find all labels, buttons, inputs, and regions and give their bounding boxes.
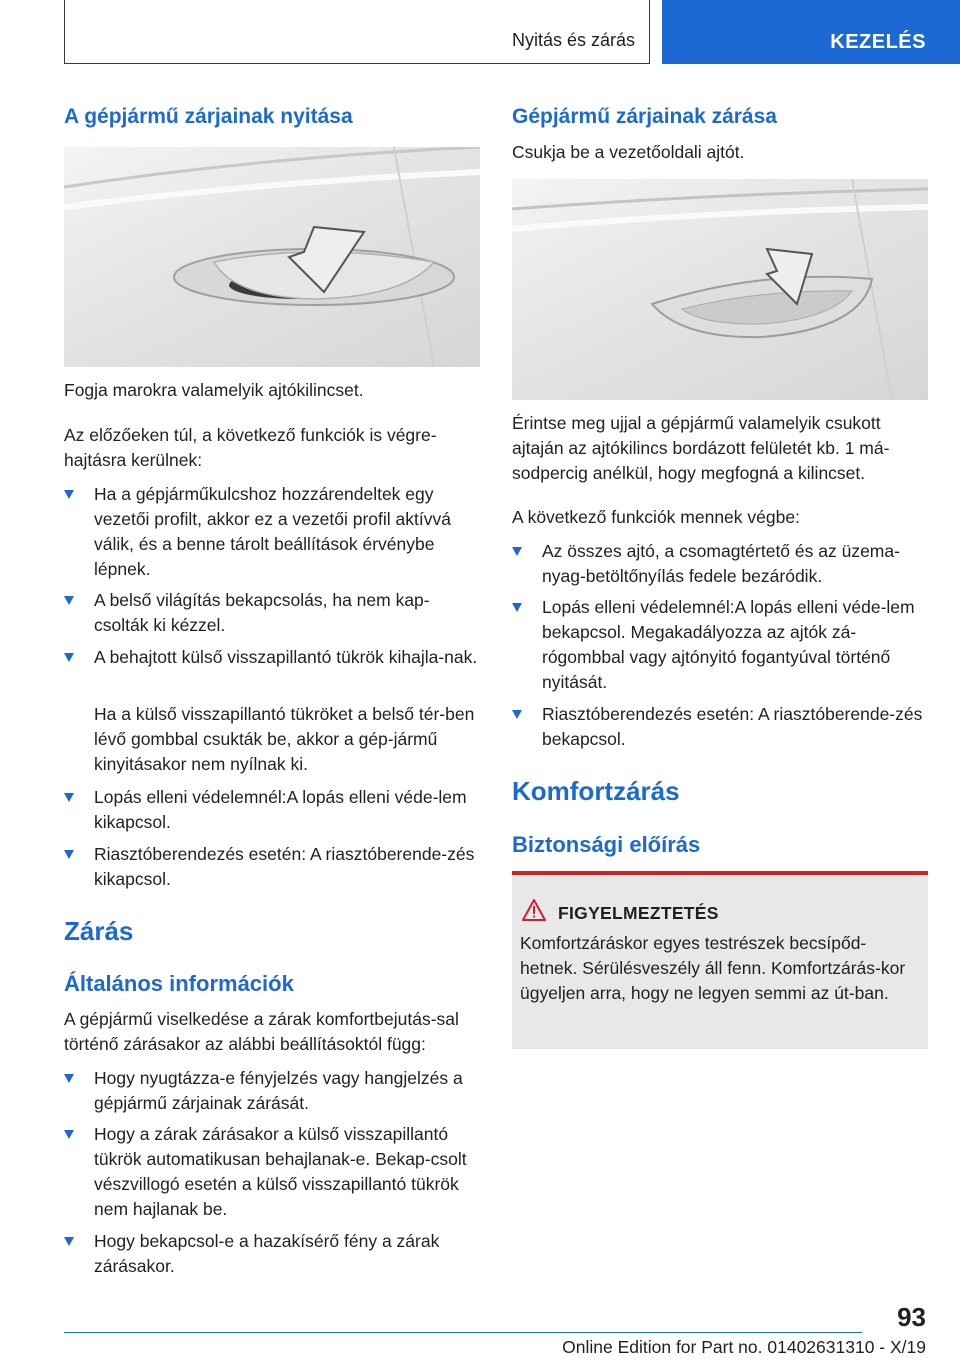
list-item: A behajtott külső visszapillantó tükrök kihajla-nak. [64,645,482,670]
list-item: Riasztóberendezés esetén: A riasztóberende-zés bekapcsol. [512,702,930,752]
section-title-opening: A gépjármű zárjainak nyitása [64,105,353,128]
list-item: Lopás elleni védelemnél:A lopás elleni véde-lem bekapcsol. Megakadályozza az ajtók zá-rógombbal vagy ajtónyitó fogantyúval történő nyitását. [512,595,930,695]
warning-text: Komfortzáráskor egyes testrészek becsípőd-hetnek. Sérülésveszély áll fenn. Komfortzárás-kor ügyeljen arra, hogy ne legyen semmi az út-ban. [520,933,906,1003]
bullet-triangle-icon [64,596,74,605]
header-chapter-tab [662,0,960,64]
bullet-triangle-icon [64,490,74,499]
heading-safety: Biztonsági előírás [512,832,701,857]
door-handle-closing-image [512,179,928,400]
heading-general-info: Általános információk [64,971,294,996]
warning-triangle-icon [522,899,546,921]
list-item: Lopás elleni védelemnél:A lopás elleni véde-lem kikapcsol. [64,785,482,835]
list-item: Az összes ajtó, a csomagtértető és az üzema-nyag-betöltőnyílás fedele bezáródik. [512,539,930,589]
header-section-box [64,0,650,64]
bullet-triangle-icon [512,547,522,556]
paragraph-behaviour: A gépjármű viselkedése a zárak komfortbejutás-sal történő zárásakor az alábbi beállításoktól függ: [64,1009,459,1054]
bullet-triangle-icon [64,1130,74,1139]
bullet-triangle-icon [64,1237,74,1246]
footer-edition: Online Edition for Part no. 01402631310 - X/19 [562,1337,926,1357]
list-item: A belső világítás bekapcsolás, ha nem kap-csolták ki kézzel. [64,588,482,638]
footer-divider [64,1332,862,1333]
paragraph-functions-closing: A következő funkciók mennek végbe: [512,507,800,527]
bullet-triangle-icon [512,710,522,719]
heading-zaras: Zárás [64,916,134,946]
bullet-triangle-icon [64,1074,74,1083]
bullet-triangle-icon [64,850,74,859]
page-number: 93 [897,1302,926,1332]
header-chapter-label: KEZELÉS [830,31,926,53]
paragraph-functions-intro: Az előzőeken túl, a következő funkciók is végre-hajtásra kerülnek: [64,425,437,470]
list-item: Riasztóberendezés esetén: A riasztóberende-zés kikapcsol. [64,842,482,892]
list-item: Hogy bekapcsol-e a hazakísérő fény a zárak zárásakor. [64,1229,482,1279]
warning-heading: FIGYELMEZTETÉS [558,903,719,923]
header-section-title: Nyitás és zárás [511,30,635,50]
paragraph-grip-handle: Fogja marokra valamelyik ajtókilincset. [64,380,364,400]
paragraph-close-door: Csukja be a vezetőoldali ajtót. [512,142,745,162]
list-item: Hogy nyugtázza-e fényjelzés vagy hangjelzés a gépjármű zárjainak zárását. [64,1066,482,1116]
heading-komfortzaras: Komfortzárás [512,776,680,806]
bullet-triangle-icon [64,653,74,662]
door-handle-opening-image [64,147,480,367]
list-item-continuation: Ha a külső visszapillantó tükröket a belső tér-ben lévő gombbal csukták be, akkor a gép-jármű kinyitásakor nem nyílnak ki. [94,704,475,774]
section-title-closing: Gépjármű zárjainak zárása [512,105,777,128]
paragraph-touch-handle: Érintse meg ujjal a gépjármű valamelyik csukott ajtaján az ajtókilincs bordázott felületét kb. 1 má-sodpercig anélkül, hogy megfogná a kilincset. [512,413,890,483]
bullet-triangle-icon [512,603,522,612]
list-item: Ha a gépjárműkulcshoz hozzárendeltek egy vezetői profilt, akkor ez a vezetői profil aktívvá válik, és a benne tárolt beállítások érvénybe lépnek. [64,482,482,582]
warning-box [512,871,928,1049]
list-item: Hogy a zárak zárásakor a külső visszapillantó tükrök automatikusan behajlanak-e. Bekap-csolt vészvillogó esetén a külső visszapillantó tükrök nem hajlanak be. [64,1122,482,1222]
bullet-triangle-icon [64,793,74,802]
